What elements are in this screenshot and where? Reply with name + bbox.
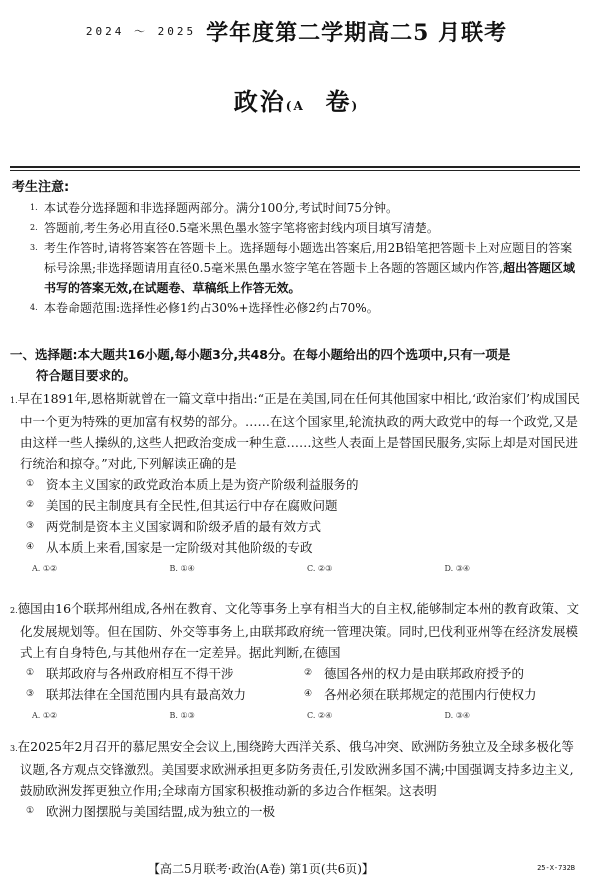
option-item: ② 美国的民主制度具有全民性,但其运行中存在腐败问题	[26, 498, 338, 513]
notice-emphasis: 超出答题区域书写的答案无效,在试题卷、草稿纸上作答无效。	[44, 261, 575, 295]
school-years: 2024 ～ 2025	[85, 25, 197, 38]
section-heading: 一、选择题:本大题共16小题,每小题3分,共48分。在每小题给出的四个选项中,只有一项是 符合题目要求的。	[10, 347, 511, 383]
option-row: ① 联邦政府与各州政府相互不得干涉 ② 德国各州的权力是由联邦政府授予的	[26, 666, 525, 681]
answer-choices: A. ①② B. ①③ C. ②④ D. ③④	[32, 710, 471, 720]
question-2	[10, 598, 582, 725]
paren-open: (	[285, 99, 294, 113]
notice-item: 4. 本卷命题范围:选择性必修1约占30%+选择性必修2约占70%。	[30, 301, 379, 315]
option-item: ① 资本主义国家的政党政治本质上是为资产阶级利益服务的	[26, 477, 359, 492]
notice-title: 考生注意:	[12, 180, 70, 195]
option-item: ③ 两党制是资本主义国家调和阶级矛盾的最有效方式	[26, 519, 322, 534]
paper-code: 25-X-732B	[537, 864, 575, 872]
subject-title	[0, 82, 593, 117]
exam-title: 学年度第二学期高二5 月联考	[206, 19, 508, 46]
question-1	[10, 388, 582, 578]
divider-thin	[10, 170, 580, 171]
page-footer	[0, 858, 593, 878]
footer-page-info: 【高二5月联考·政治(A卷) 第1页(共6页)】	[148, 861, 374, 876]
option-row: ③ 联邦法律在全国范围内具有最高效力 ④ 各州必须在联邦规定的范围内行使权力	[26, 687, 537, 702]
answer-choices: A. ①② B. ①④ C. ②③ D. ③④	[32, 563, 471, 573]
divider-thick	[10, 166, 580, 168]
paren-close: )	[351, 99, 360, 113]
notice-item: 3. 考生作答时,请将答案答在答题卡上。选择题每小题选出答案后,用2B铅笔把答题卡上对应题目的答案标号涂黑;非选择题请用直径0.5毫米黑色墨水签字笔在答题卡上各题的答题区域内作答,超出答题区域书写的答案无效,在试题卷、草稿纸上作答无效。	[30, 241, 575, 295]
option-item: ① 欧洲力图摆脱与美国结盟,成为独立的一极	[26, 804, 275, 819]
notice-item: 1. 本试卷分选择题和非选择题两部分。满分100分,考试时间75分钟。	[30, 201, 398, 215]
option-item: ④ 从本质上来看,国家是一定阶级对其他阶级的专政	[26, 540, 313, 555]
question-stem: 2.德国由16个联邦州组成,各州在教育、文化等事务上享有相当大的自主权,能够制定本州的教育政策、文化发展规划等。但在国防、外交等事务上,由联邦政府统一管理决策。同时,巴伐利亚州等在经济发展模式上有自身特色,与其他州存在一定差异。据此判断,在德国	[10, 601, 579, 660]
paper-word: 卷	[325, 87, 352, 116]
subject-name: 政治	[233, 87, 286, 116]
notice-item: 2. 答题前,考生务必用直径0.5毫米黑色墨水签字笔将密封线内项目填写清楚。	[30, 221, 439, 235]
exam-header	[0, 14, 593, 48]
question-3	[10, 736, 582, 822]
candidate-notice	[12, 178, 582, 318]
question-stem: 1.早在1891年,恩格斯就曾在一篇文章中指出:“正是在美国,同在任何其他国家中相比,‘政治家们’构成国民中一个更为特殊的更加富有权势的部分。……在这个国家里,轮流执政的两大政党中的每一个政党,又是由这样一些人操纵的,这些人把政治变成一种生意……这些人表面上是替国民服务,实际上却是对国民进行统治和掠夺。”对此,下列解读正确的是	[10, 391, 580, 471]
paper-version: A	[293, 99, 305, 113]
question-stem: 3.在2025年2月召开的慕尼黑安全会议上,围绕跨大西洋关系、俄乌冲突、欧洲防务独立及全球多极化等议题,各方观点交锋激烈。美国要求欧洲承担更多防务责任,引发欧洲多国不满;中国强调支持多边主义,鼓励欧洲发挥更独立作用;全球南方国家积极推动新的多边合作框架。这表明	[10, 739, 574, 798]
